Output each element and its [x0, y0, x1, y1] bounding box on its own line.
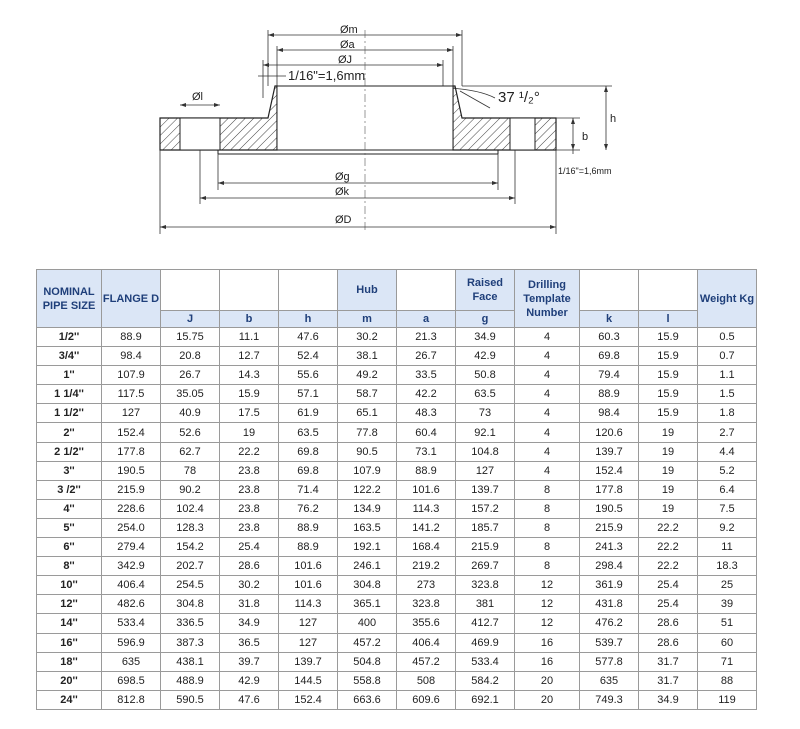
table-cell: 77.8 — [338, 423, 397, 442]
table-cell: 323.8 — [397, 595, 456, 614]
table-cell: 88 — [698, 671, 757, 690]
table-cell: 107.9 — [338, 461, 397, 480]
table-cell: 635 — [102, 652, 161, 671]
table-cell: 177.8 — [102, 442, 161, 461]
table-cell: 65.1 — [338, 404, 397, 423]
table-cell: 15.75 — [161, 328, 220, 347]
pipe-size-cell: 14'' — [37, 614, 102, 633]
table-cell: 22.2 — [639, 518, 698, 537]
table-cell: 15.9 — [639, 385, 698, 404]
dim-b-label: b — [582, 131, 589, 143]
table-cell: 692.1 — [456, 690, 515, 709]
table-cell: 92.1 — [456, 423, 515, 442]
table-cell: 25.4 — [639, 595, 698, 614]
table-cell: 812.8 — [102, 690, 161, 709]
table-cell: 42.2 — [397, 385, 456, 404]
flange-drawing — [150, 18, 620, 240]
table-cell: 114.3 — [279, 595, 338, 614]
table-cell: 635 — [580, 671, 639, 690]
table-cell: 119 — [698, 690, 757, 709]
table-cell: 469.9 — [456, 633, 515, 652]
table-cell: 609.6 — [397, 690, 456, 709]
table-cell: 12 — [515, 595, 580, 614]
table-cell: 508 — [397, 671, 456, 690]
table-cell: 1.8 — [698, 404, 757, 423]
table-row — [37, 538, 757, 557]
pipe-size-cell: 4'' — [37, 499, 102, 518]
table-cell: 488.9 — [161, 671, 220, 690]
table-cell: 22.2 — [639, 557, 698, 576]
table-cell: 482.6 — [102, 595, 161, 614]
table-cell: 246.1 — [338, 557, 397, 576]
pipe-size-cell: 1 1/4'' — [37, 385, 102, 404]
table-cell: 134.9 — [338, 499, 397, 518]
table-cell: 55.6 — [279, 366, 338, 385]
table-cell: 4 — [515, 328, 580, 347]
table-cell: 254.5 — [161, 576, 220, 595]
table-cell: 40.9 — [161, 404, 220, 423]
table-cell: 190.5 — [580, 499, 639, 518]
table-row — [37, 614, 757, 633]
table-row — [37, 480, 757, 499]
table-cell: 16 — [515, 652, 580, 671]
table-cell: 1.5 — [698, 385, 757, 404]
table-cell: 15.9 — [639, 404, 698, 423]
table-cell: 50.8 — [456, 366, 515, 385]
table-row — [37, 385, 757, 404]
table-cell: 16 — [515, 633, 580, 652]
table-cell: 52.4 — [279, 347, 338, 366]
table-cell: 25.4 — [220, 538, 279, 557]
table-cell: 76.2 — [279, 499, 338, 518]
table-cell: 69.8 — [279, 461, 338, 480]
table-cell: 31.7 — [639, 671, 698, 690]
table-cell: 438.1 — [161, 652, 220, 671]
table-cell: 52.6 — [161, 423, 220, 442]
table-cell: 127 — [279, 633, 338, 652]
table-cell: 17.5 — [220, 404, 279, 423]
table-cell: 79.4 — [580, 366, 639, 385]
table-cell: 577.8 — [580, 652, 639, 671]
table-cell: 20.8 — [161, 347, 220, 366]
table-cell: 31.7 — [639, 652, 698, 671]
table-cell: 15.9 — [639, 347, 698, 366]
table-cell: 63.5 — [456, 385, 515, 404]
table-cell: 114.3 — [397, 499, 456, 518]
table-cell: 298.4 — [580, 557, 639, 576]
table-cell: 590.5 — [161, 690, 220, 709]
table-cell: 4 — [515, 347, 580, 366]
table-cell: 152.4 — [580, 461, 639, 480]
table-cell: 202.7 — [161, 557, 220, 576]
dim-h-label: h — [610, 113, 617, 125]
pipe-size-cell: 3 /2'' — [37, 480, 102, 499]
table-cell: 1.1 — [698, 366, 757, 385]
table-row — [37, 690, 757, 709]
header-l: l — [639, 311, 698, 328]
pipe-size-cell: 10'' — [37, 576, 102, 595]
table-cell: 36.5 — [220, 633, 279, 652]
table-cell: 101.6 — [279, 576, 338, 595]
pipe-size-cell: 6'' — [37, 538, 102, 557]
table-cell: 34.9 — [456, 328, 515, 347]
header-weight: Weight Kg — [698, 270, 757, 328]
header-drilling-template: Drilling Template Number — [515, 270, 580, 328]
pipe-size-cell: 12'' — [37, 595, 102, 614]
table-cell: 190.5 — [102, 461, 161, 480]
table-cell: 107.9 — [102, 366, 161, 385]
table-cell: 8 — [515, 557, 580, 576]
table-cell: 0.5 — [698, 328, 757, 347]
table-cell: 279.4 — [102, 538, 161, 557]
table-cell: 88.9 — [102, 328, 161, 347]
table-cell: 381 — [456, 595, 515, 614]
table-cell: 254.0 — [102, 518, 161, 537]
table-cell: 88.9 — [580, 385, 639, 404]
pipe-size-cell: 3/4'' — [37, 347, 102, 366]
table-row — [37, 366, 757, 385]
table-cell: 19 — [639, 480, 698, 499]
table-cell: 539.7 — [580, 633, 639, 652]
header-a: a — [397, 311, 456, 328]
table-cell: 215.9 — [456, 538, 515, 557]
table-cell: 4.4 — [698, 442, 757, 461]
table-cell: 78 — [161, 461, 220, 480]
table-cell: 42.9 — [220, 671, 279, 690]
table-cell: 104.8 — [456, 442, 515, 461]
table-row — [37, 328, 757, 347]
table-cell: 19 — [639, 423, 698, 442]
table-cell: 18.3 — [698, 557, 757, 576]
table-cell: 406.4 — [102, 576, 161, 595]
table-cell: 698.5 — [102, 671, 161, 690]
table-cell: 39.7 — [220, 652, 279, 671]
header-raised-face-group: Raised Face — [456, 270, 515, 311]
table-cell: 71.4 — [279, 480, 338, 499]
table-cell: 15.9 — [639, 328, 698, 347]
table-cell: 304.8 — [338, 576, 397, 595]
table-cell: 35.05 — [161, 385, 220, 404]
table-cell: 457.2 — [397, 652, 456, 671]
table-cell: 49.2 — [338, 366, 397, 385]
table-row — [37, 423, 757, 442]
table-cell: 101.6 — [279, 557, 338, 576]
table-cell: 558.8 — [338, 671, 397, 690]
table-cell: 98.4 — [102, 347, 161, 366]
table-cell: 342.9 — [102, 557, 161, 576]
table-cell: 22.2 — [220, 442, 279, 461]
dim-d-label: ØD — [335, 214, 352, 226]
pipe-size-cell: 18'' — [37, 652, 102, 671]
table-cell: 241.3 — [580, 538, 639, 557]
table-cell: 9.2 — [698, 518, 757, 537]
table-cell: 62.7 — [161, 442, 220, 461]
table-cell: 127 — [456, 461, 515, 480]
table-cell: 71 — [698, 652, 757, 671]
table-cell: 269.7 — [456, 557, 515, 576]
table-cell: 12.7 — [220, 347, 279, 366]
table-cell: 23.8 — [220, 480, 279, 499]
table-cell: 596.9 — [102, 633, 161, 652]
table-cell: 23.8 — [220, 461, 279, 480]
table-cell: 12 — [515, 614, 580, 633]
pipe-size-cell: 1 1/2'' — [37, 404, 102, 423]
table-cell: 336.5 — [161, 614, 220, 633]
table-row — [37, 652, 757, 671]
table-cell: 128.3 — [161, 518, 220, 537]
table-cell: 663.6 — [338, 690, 397, 709]
table-cell: 51 — [698, 614, 757, 633]
table-cell: 20 — [515, 671, 580, 690]
raised-face-height-note: 1/16"=1,6mm — [558, 166, 612, 176]
table-cell: 122.2 — [338, 480, 397, 499]
table-row — [37, 499, 757, 518]
table-row — [37, 347, 757, 366]
table-cell: 19 — [639, 442, 698, 461]
table-cell: 88.9 — [279, 518, 338, 537]
table-cell: 584.2 — [456, 671, 515, 690]
table-cell: 90.5 — [338, 442, 397, 461]
table-cell: 101.6 — [397, 480, 456, 499]
table-cell: 6.4 — [698, 480, 757, 499]
table-cell: 60.3 — [580, 328, 639, 347]
raised-face-note: 1/16"=1,6mm — [288, 68, 366, 83]
table-cell: 7.5 — [698, 499, 757, 518]
table-cell: 19 — [220, 423, 279, 442]
table-cell: 139.7 — [456, 480, 515, 499]
header-hub-group: Hub — [338, 270, 397, 311]
table-cell: 163.5 — [338, 518, 397, 537]
table-cell: 533.4 — [456, 652, 515, 671]
table-cell: 139.7 — [580, 442, 639, 461]
table-cell: 749.3 — [580, 690, 639, 709]
table-cell: 323.8 — [456, 576, 515, 595]
table-cell: 144.5 — [279, 671, 338, 690]
table-cell: 26.7 — [161, 366, 220, 385]
dim-m-label: Øm — [340, 24, 358, 36]
table-cell: 152.4 — [279, 690, 338, 709]
table-cell: 12 — [515, 576, 580, 595]
table-row — [37, 595, 757, 614]
dim-a-label: Øa — [340, 39, 355, 51]
table-cell: 73 — [456, 404, 515, 423]
table-cell: 4 — [515, 423, 580, 442]
dim-k-label: Øk — [335, 186, 350, 198]
table-cell: 39 — [698, 595, 757, 614]
table-cell: 31.8 — [220, 595, 279, 614]
table-cell: 20 — [515, 690, 580, 709]
dim-l-label: Øl — [192, 91, 203, 103]
table-cell: 4 — [515, 366, 580, 385]
table-cell: 154.2 — [161, 538, 220, 557]
table-cell: 11.1 — [220, 328, 279, 347]
table-cell: 8 — [515, 480, 580, 499]
table-cell: 15.9 — [220, 385, 279, 404]
table-cell: 11 — [698, 538, 757, 557]
table-cell: 60 — [698, 633, 757, 652]
table-cell: 533.4 — [102, 614, 161, 633]
pipe-size-cell: 3'' — [37, 461, 102, 480]
table-cell: 219.2 — [397, 557, 456, 576]
table-row — [37, 518, 757, 537]
table-cell: 33.5 — [397, 366, 456, 385]
table-cell: 304.8 — [161, 595, 220, 614]
table-cell: 58.7 — [338, 385, 397, 404]
table-cell: 15.9 — [639, 366, 698, 385]
table-row — [37, 557, 757, 576]
table-cell: 48.3 — [397, 404, 456, 423]
pipe-size-cell: 8'' — [37, 557, 102, 576]
pipe-size-cell: 2 1/2'' — [37, 442, 102, 461]
table-row — [37, 442, 757, 461]
table-cell: 30.2 — [220, 576, 279, 595]
header-k: k — [580, 311, 639, 328]
table-cell: 215.9 — [102, 480, 161, 499]
table-cell: 476.2 — [580, 614, 639, 633]
pipe-size-cell: 1'' — [37, 366, 102, 385]
table-cell: 5.2 — [698, 461, 757, 480]
pipe-size-cell: 24'' — [37, 690, 102, 709]
table-cell: 34.9 — [639, 690, 698, 709]
table-cell: 400 — [338, 614, 397, 633]
table-cell: 504.8 — [338, 652, 397, 671]
table-cell: 69.8 — [279, 442, 338, 461]
table-cell: 88.9 — [397, 461, 456, 480]
table-cell: 152.4 — [102, 423, 161, 442]
table-cell: 127 — [279, 614, 338, 633]
table-cell: 412.7 — [456, 614, 515, 633]
table-cell: 365.1 — [338, 595, 397, 614]
table-cell: 25 — [698, 576, 757, 595]
table-cell: 8 — [515, 518, 580, 537]
table-row — [37, 461, 757, 480]
table-cell: 139.7 — [279, 652, 338, 671]
table-cell: 90.2 — [161, 480, 220, 499]
table-cell: 28.6 — [639, 633, 698, 652]
header-h: h — [279, 311, 338, 328]
header-b: b — [220, 311, 279, 328]
table-cell: 47.6 — [279, 328, 338, 347]
pipe-size-cell: 2'' — [37, 423, 102, 442]
angle-label: 37 ¹/₂° — [498, 89, 540, 106]
table-cell: 355.6 — [397, 614, 456, 633]
table-cell: 215.9 — [580, 518, 639, 537]
table-cell: 117.5 — [102, 385, 161, 404]
table-cell: 47.6 — [220, 690, 279, 709]
table-cell: 2.7 — [698, 423, 757, 442]
header-flange-d: FLANGE D — [102, 270, 161, 328]
table-cell: 431.8 — [580, 595, 639, 614]
table-cell: 21.3 — [397, 328, 456, 347]
table-row — [37, 671, 757, 690]
table-cell: 28.6 — [639, 614, 698, 633]
table-cell: 34.9 — [220, 614, 279, 633]
table-cell: 457.2 — [338, 633, 397, 652]
pipe-size-cell: 20'' — [37, 671, 102, 690]
table-cell: 28.6 — [220, 557, 279, 576]
table-cell: 168.4 — [397, 538, 456, 557]
table-cell: 387.3 — [161, 633, 220, 652]
table-cell: 192.1 — [338, 538, 397, 557]
dim-j-label: ØJ — [338, 54, 353, 66]
table-cell: 4 — [515, 461, 580, 480]
table-cell: 406.4 — [397, 633, 456, 652]
table-cell: 42.9 — [456, 347, 515, 366]
table-cell: 69.8 — [580, 347, 639, 366]
table-body — [37, 328, 757, 710]
table-cell: 8 — [515, 499, 580, 518]
table-cell: 185.7 — [456, 518, 515, 537]
table-cell: 57.1 — [279, 385, 338, 404]
table-cell: 73.1 — [397, 442, 456, 461]
pipe-size-cell: 5'' — [37, 518, 102, 537]
table-cell: 8 — [515, 538, 580, 557]
table-cell: 38.1 — [338, 347, 397, 366]
table-cell: 98.4 — [580, 404, 639, 423]
flange-dimensions-table — [36, 269, 757, 710]
table-cell: 30.2 — [338, 328, 397, 347]
table-cell: 23.8 — [220, 499, 279, 518]
header-m: m — [338, 311, 397, 328]
table-cell: 4 — [515, 385, 580, 404]
header-j: J — [161, 311, 220, 328]
table-cell: 127 — [102, 404, 161, 423]
table-cell: 61.9 — [279, 404, 338, 423]
pipe-size-cell: 1/2'' — [37, 328, 102, 347]
header-nominal-size: NOMINAL PIPE SIZE — [37, 270, 102, 328]
table-row — [37, 633, 757, 652]
table-cell: 63.5 — [279, 423, 338, 442]
table-cell: 88.9 — [279, 538, 338, 557]
table-cell: 120.6 — [580, 423, 639, 442]
pipe-size-cell: 16'' — [37, 633, 102, 652]
dim-g-label: Øg — [335, 171, 350, 183]
table-cell: 19 — [639, 461, 698, 480]
table-cell: 14.3 — [220, 366, 279, 385]
table-cell: 60.4 — [397, 423, 456, 442]
table-cell: 0.7 — [698, 347, 757, 366]
table-cell: 4 — [515, 404, 580, 423]
table-cell: 102.4 — [161, 499, 220, 518]
table-cell: 25.4 — [639, 576, 698, 595]
table-cell: 4 — [515, 442, 580, 461]
table-cell: 361.9 — [580, 576, 639, 595]
table-cell: 22.2 — [639, 538, 698, 557]
table-cell: 273 — [397, 576, 456, 595]
table-cell: 23.8 — [220, 518, 279, 537]
table-cell: 157.2 — [456, 499, 515, 518]
table-cell: 19 — [639, 499, 698, 518]
table-cell: 141.2 — [397, 518, 456, 537]
table-row — [37, 576, 757, 595]
table-row — [37, 404, 757, 423]
table-cell: 177.8 — [580, 480, 639, 499]
table-cell: 26.7 — [397, 347, 456, 366]
table-cell: 228.6 — [102, 499, 161, 518]
header-g: g — [456, 311, 515, 328]
